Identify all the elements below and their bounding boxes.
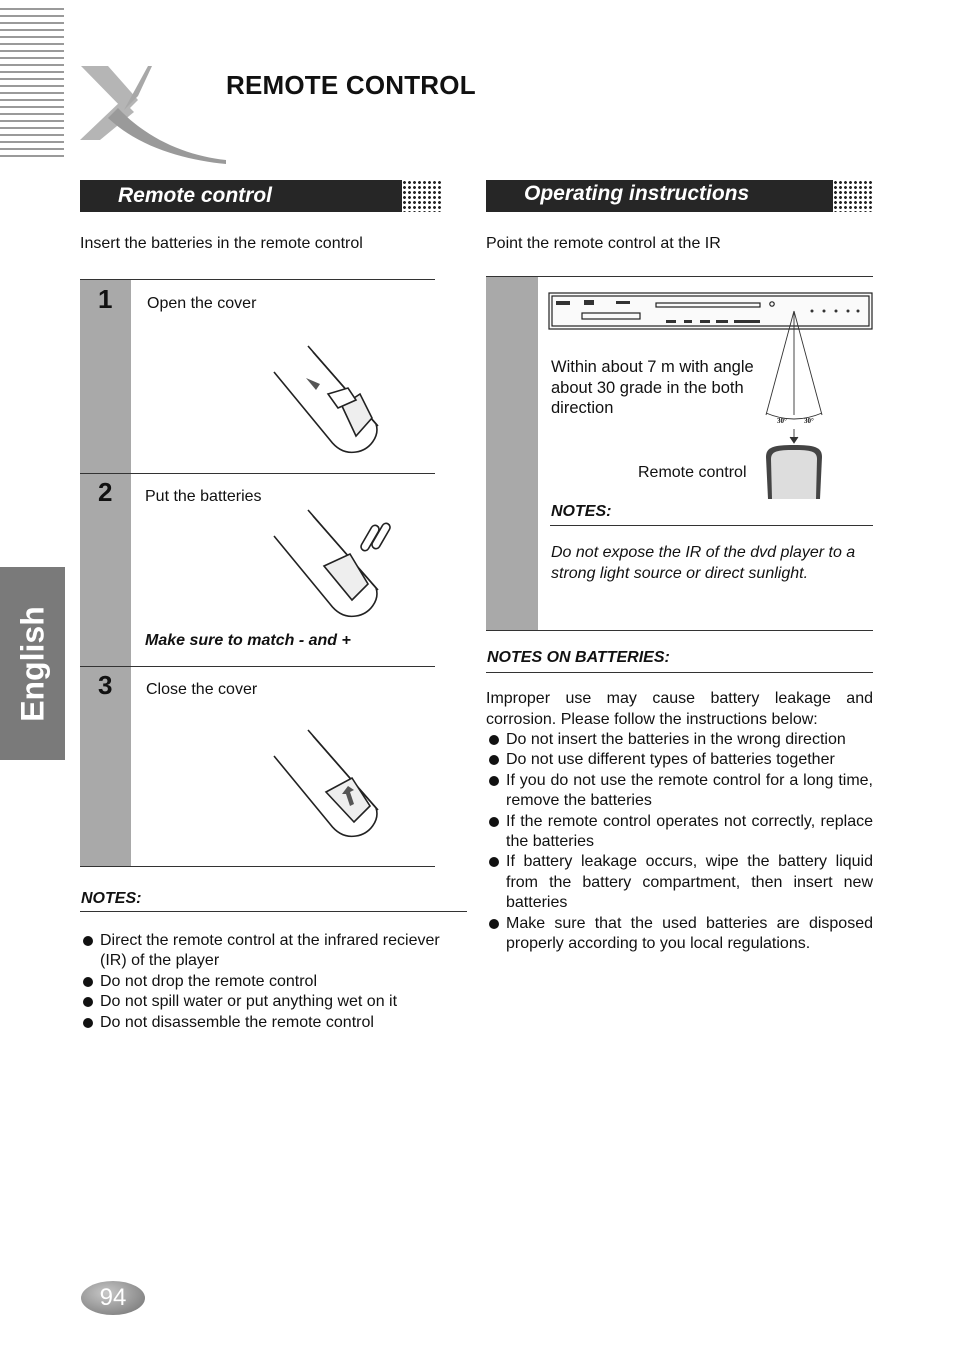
remote-insert-batteries-illustration [272, 508, 392, 618]
left-notes-list [81, 931, 451, 1033]
list-item: Do not insert the batteries in the wrong direction [487, 730, 873, 750]
ir-instructions-box [486, 276, 873, 631]
list-item: Do not spill water or put anything wet on it [81, 992, 451, 1012]
step-label: Open the cover [147, 295, 257, 312]
step-divider [80, 666, 435, 667]
angle-left-label: 30° [777, 417, 787, 425]
remote-open-cover-illustration [272, 344, 382, 456]
list-item: If the remote control operates not correctly, replace the batteries [487, 812, 873, 853]
dot-pattern [833, 180, 873, 212]
section-bar-remote-control [80, 180, 442, 212]
header-stripes [0, 8, 64, 162]
polarity-note: Make sure to match - and + [145, 632, 351, 649]
batteries-notes-title: NOTES ON BATTERIES: [487, 649, 670, 666]
section-title: Remote control [118, 184, 273, 207]
section-bar-operating-instructions [486, 180, 873, 212]
step-number: 3 [98, 670, 113, 700]
step-number: 2 [98, 477, 113, 507]
list-item: Direct the remote control at the infrared reciever (IR) of the player [81, 931, 451, 972]
batteries-intro: Improper use may cause battery leakage and corrosion. Please follow the instructions below: [486, 690, 873, 728]
page-number: 94 [81, 1281, 145, 1315]
list-item: Do not use different types of batteries together [487, 750, 873, 770]
language-side-tab [0, 567, 65, 760]
list-item: Do not disassemble the remote control [81, 1013, 451, 1033]
dot-pattern [402, 180, 442, 212]
step-label: Put the batteries [145, 488, 262, 505]
right-intro: Point the remote control at the IR [486, 235, 721, 252]
language-label: English [14, 605, 50, 722]
left-intro: Insert the batteries in the remote control [80, 235, 363, 252]
grey-column [486, 277, 538, 630]
page-title: REMOTE CONTROL [226, 70, 476, 100]
remote-close-cover-illustration [272, 728, 382, 840]
notes-rule [80, 911, 467, 912]
remote-control-label: Remote control [638, 464, 747, 481]
left-notes-title: NOTES: [81, 890, 142, 907]
ir-notes-title: NOTES: [551, 503, 612, 520]
step-divider [80, 473, 435, 474]
step-number-column [80, 280, 131, 866]
section-title: Operating instructions [524, 182, 750, 205]
step-label: Close the cover [146, 681, 258, 698]
ir-range-text: Within about 7 m with angle about 30 grade in the both direction [551, 358, 754, 417]
step-number: 1 [98, 284, 113, 314]
notes-rule [486, 672, 873, 673]
list-item: Make sure that the used batteries are disposed properly according to you local regulations. [487, 914, 873, 955]
batteries-notes-list [487, 730, 873, 954]
remote-control-illustration [766, 445, 822, 499]
battery-steps-table [80, 279, 435, 867]
brand-x-logo [78, 60, 228, 164]
notes-rule [550, 525, 873, 526]
list-item: Do not drop the remote control [81, 972, 451, 992]
list-item: If battery leakage occurs, wipe the battery liquid from the battery compartment, then insert new batteries [487, 852, 873, 913]
list-item: If you do not use the remote control for a long time, remove the batteries [487, 771, 873, 812]
ir-notes-text: Do not expose the IR of the dvd player to a strong light source or direct sunlight. [551, 544, 856, 582]
angle-right-label: 30° [804, 417, 814, 425]
